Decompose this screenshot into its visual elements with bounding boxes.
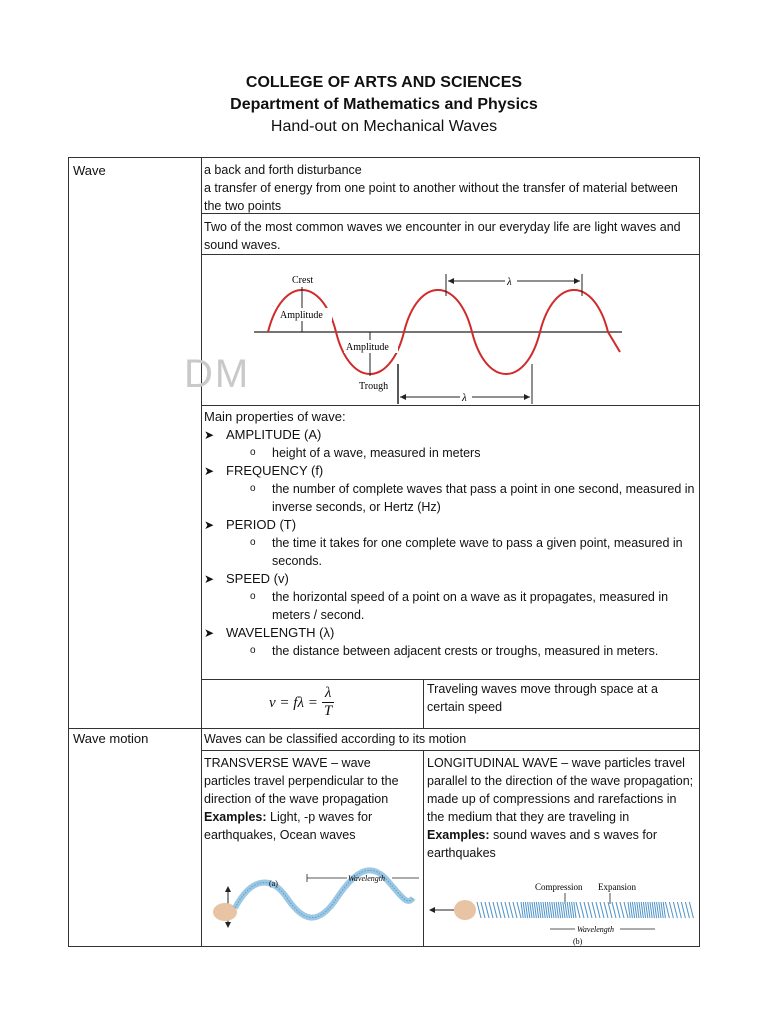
longitudinal-wave-description <box>427 754 697 862</box>
spring-coil <box>584 902 588 918</box>
longitudinal-wave-figure <box>425 876 699 948</box>
property-description-row <box>204 480 696 516</box>
lambda-top-label: λ <box>507 276 512 288</box>
college-title: COLLEGE OF ARTS AND SCIENCES <box>245 74 523 91</box>
arrow-bullet-icon: ➤ <box>204 518 215 532</box>
properties-section <box>204 408 696 660</box>
property-description-row <box>204 642 696 660</box>
spring-coil <box>563 902 565 918</box>
spring-coil <box>673 902 677 918</box>
amplitude-mid-label: Amplitude <box>346 342 389 353</box>
arrow-bullet-icon: ➤ <box>204 572 215 586</box>
spring-coil <box>639 902 641 918</box>
spring-coil <box>677 902 681 918</box>
spring-coil <box>608 902 612 918</box>
longitudinal-examples: sound waves and s waves for earthquakes <box>427 828 657 860</box>
wave-definition-2: a transfer of energy from one point to another without the transfer of material between the two points <box>204 181 678 213</box>
property-description: the number of complete waves that pass a point in one second, measured in inverse seconds, or Hertz (Hz) <box>272 482 695 514</box>
property-name: WAVELENGTH (λ) <box>226 625 335 640</box>
lambda-top-arrow-right <box>574 278 580 284</box>
property-description: the time it takes for one complete wave to pass a given point, measured in seconds. <box>272 536 683 568</box>
spring-coil <box>652 902 654 918</box>
wave-label: Wave <box>73 163 106 178</box>
properties-list <box>204 426 696 660</box>
spring-coil <box>569 902 571 918</box>
wave-motion-label: Wave motion <box>73 731 149 746</box>
spring-coil <box>576 902 580 918</box>
transverse-examples-label: Examples: <box>204 810 267 824</box>
common-waves-text: Two of the most common waves we encounter in our everyday life are light waves and sound waves. <box>204 220 681 252</box>
displacement-arrow-down <box>225 922 231 928</box>
spring-coil <box>646 902 648 918</box>
row-divider <box>201 405 699 406</box>
formula-numerator: λ <box>322 685 335 703</box>
arrow-bullet-icon: ➤ <box>204 428 215 442</box>
spring-coil <box>624 902 628 918</box>
circle-bullet-icon: o <box>250 537 256 548</box>
row-divider <box>201 750 699 751</box>
property-item <box>204 516 696 534</box>
circle-bullet-icon: o <box>250 447 256 458</box>
property-item <box>204 462 696 480</box>
circle-bullet-icon: o <box>250 645 256 656</box>
lambda-bottom-arrow-right <box>524 394 530 400</box>
longitudinal-desc: – wave particles travel parallel to the direction of the wave propagation; made up of compressions and rarefactions in the medium that they are traveling in <box>427 756 694 824</box>
spring-coil <box>513 902 517 918</box>
spring-coil <box>669 902 673 918</box>
spring-coil <box>481 902 485 918</box>
spring-coil <box>612 902 616 918</box>
crest-label: Crest <box>292 275 314 286</box>
spring-coil <box>550 902 552 918</box>
trough-label: Trough <box>359 381 389 392</box>
spring-coil <box>685 902 689 918</box>
spring-coil <box>637 902 639 918</box>
department-title: Department of Mathematics and Physics <box>230 96 538 113</box>
arrow-bullet-icon: ➤ <box>204 626 215 640</box>
spring-coil <box>657 902 659 918</box>
spring-coil <box>565 902 567 918</box>
spring-coil <box>572 902 574 918</box>
spring-coil <box>630 902 632 918</box>
speed-formula <box>269 685 334 720</box>
spring-coil <box>521 902 523 918</box>
traveling-waves-text: Traveling waves move through space at a certain speed <box>427 682 658 714</box>
spring-coil <box>530 902 532 918</box>
spring-coil <box>489 902 493 918</box>
spring-coil <box>661 902 663 918</box>
spring-coil <box>493 902 497 918</box>
transverse-fig-label: (a) <box>269 879 278 888</box>
transverse-wavelength-label: Wavelength <box>348 874 386 883</box>
spring-coil <box>604 902 608 918</box>
spring-coil <box>545 902 547 918</box>
longitudinal-wavelength-label: Wavelength <box>577 925 615 934</box>
longitudinal-fig-label: (b) <box>573 937 583 946</box>
property-description-row <box>204 588 696 624</box>
spring-coil <box>681 902 685 918</box>
spring-coil <box>525 902 527 918</box>
property-name: AMPLITUDE (A) <box>226 427 322 442</box>
spring-coil <box>528 902 530 918</box>
spring-coil <box>592 902 596 918</box>
spring-coil <box>600 902 604 918</box>
spring-coil <box>641 902 643 918</box>
property-item <box>204 426 696 444</box>
spring-coil <box>561 902 563 918</box>
spring-coil <box>663 902 665 918</box>
spring-coil <box>541 902 543 918</box>
spring-coil <box>643 902 645 918</box>
spring-coil <box>628 902 630 918</box>
spring-coil <box>558 902 560 918</box>
property-item <box>204 570 696 588</box>
properties-title: Main properties of wave: <box>204 409 346 424</box>
wave-type-divider <box>423 750 424 946</box>
spring-coil <box>523 902 525 918</box>
wave-definition-1: a back and forth disturbance <box>204 163 362 177</box>
classification-text: Waves can be classified according to its motion <box>204 732 467 746</box>
property-description: the horizontal speed of a point on a wave as it propagates, measured in meters / second. <box>272 590 669 622</box>
property-description: the distance between adjacent crests or troughs, measured in meters. <box>272 644 659 658</box>
spring-coil <box>552 902 554 918</box>
document-header <box>0 72 768 138</box>
circle-bullet-icon: o <box>250 483 256 494</box>
spring-coil <box>501 902 505 918</box>
amplitude-top-label: Amplitude <box>280 310 323 321</box>
property-description: height of a wave, measured in meters <box>272 446 481 460</box>
transverse-title: TRANSVERSE WAVE <box>204 756 328 770</box>
spring-coil <box>580 902 584 918</box>
property-name: PERIOD (T) <box>226 517 297 532</box>
expansion-label: Expansion <box>598 882 636 892</box>
spring-coil <box>539 902 541 918</box>
transverse-spring <box>235 870 413 917</box>
longitudinal-examples-label: Examples: <box>427 828 490 842</box>
row-divider <box>201 254 699 255</box>
spring-coil <box>596 902 600 918</box>
spring-coil <box>536 902 538 918</box>
formula-fraction <box>322 685 335 720</box>
lambda-top-arrow-left <box>448 278 454 284</box>
spring-coil <box>556 902 558 918</box>
displacement-arrow-up <box>225 886 231 892</box>
lambda-bottom-label: λ <box>462 392 467 404</box>
spring-coil <box>654 902 656 918</box>
spring-coil <box>534 902 536 918</box>
spring-coil <box>648 902 650 918</box>
property-name: FREQUENCY (f) <box>226 463 324 478</box>
spring-coil <box>509 902 513 918</box>
spring-coil <box>547 902 549 918</box>
spring-coil <box>665 902 669 918</box>
row-divider <box>69 728 699 729</box>
formula-denominator: T <box>323 703 333 719</box>
formula-divider <box>423 679 424 728</box>
property-description-row <box>204 444 696 462</box>
spring-coil <box>616 902 620 918</box>
transverse-wave-description <box>204 754 420 844</box>
property-name: SPEED (v) <box>226 571 289 586</box>
transverse-wave-figure <box>207 858 419 938</box>
spring-coil <box>477 902 481 918</box>
arrow-bullet-icon: ➤ <box>204 464 215 478</box>
spring-coil <box>650 902 652 918</box>
spring-coil <box>543 902 545 918</box>
property-item <box>204 624 696 642</box>
spring-coil <box>588 902 592 918</box>
transverse-examples: Light, -p waves for earthquakes, Ocean waves <box>204 810 373 842</box>
spring-coil <box>574 902 576 918</box>
longitudinal-title: LONGITUDINAL WAVE <box>427 756 558 770</box>
handout-title: Hand-out on Mechanical Waves <box>270 118 498 135</box>
content-table <box>68 157 700 947</box>
spring-coil <box>567 902 569 918</box>
transverse-desc: – wave particles travel perpendicular to the direction of the wave propagation <box>204 756 399 806</box>
spring-coil <box>632 902 634 918</box>
longitudinal-spring <box>477 902 693 918</box>
push-arrow-left <box>429 907 435 913</box>
wave-diagram <box>202 256 699 404</box>
spring-coil <box>689 902 693 918</box>
spring-coil <box>517 902 521 918</box>
wave-definitions <box>204 161 694 215</box>
hand-icon-2 <box>454 900 476 920</box>
compression-label: Compression <box>535 882 583 892</box>
watermark: DM <box>184 352 251 396</box>
spring-coil <box>532 902 534 918</box>
property-description-row <box>204 534 696 570</box>
spring-coil <box>635 902 637 918</box>
formula-lhs: v = fλ = <box>269 694 318 711</box>
spring-coil <box>497 902 501 918</box>
spring-coil <box>659 902 661 918</box>
lambda-bottom-arrow-left <box>400 394 406 400</box>
spring-coil <box>485 902 489 918</box>
circle-bullet-icon: o <box>250 591 256 602</box>
spring-coil <box>620 902 624 918</box>
spring-coil <box>554 902 556 918</box>
spring-coil <box>505 902 509 918</box>
